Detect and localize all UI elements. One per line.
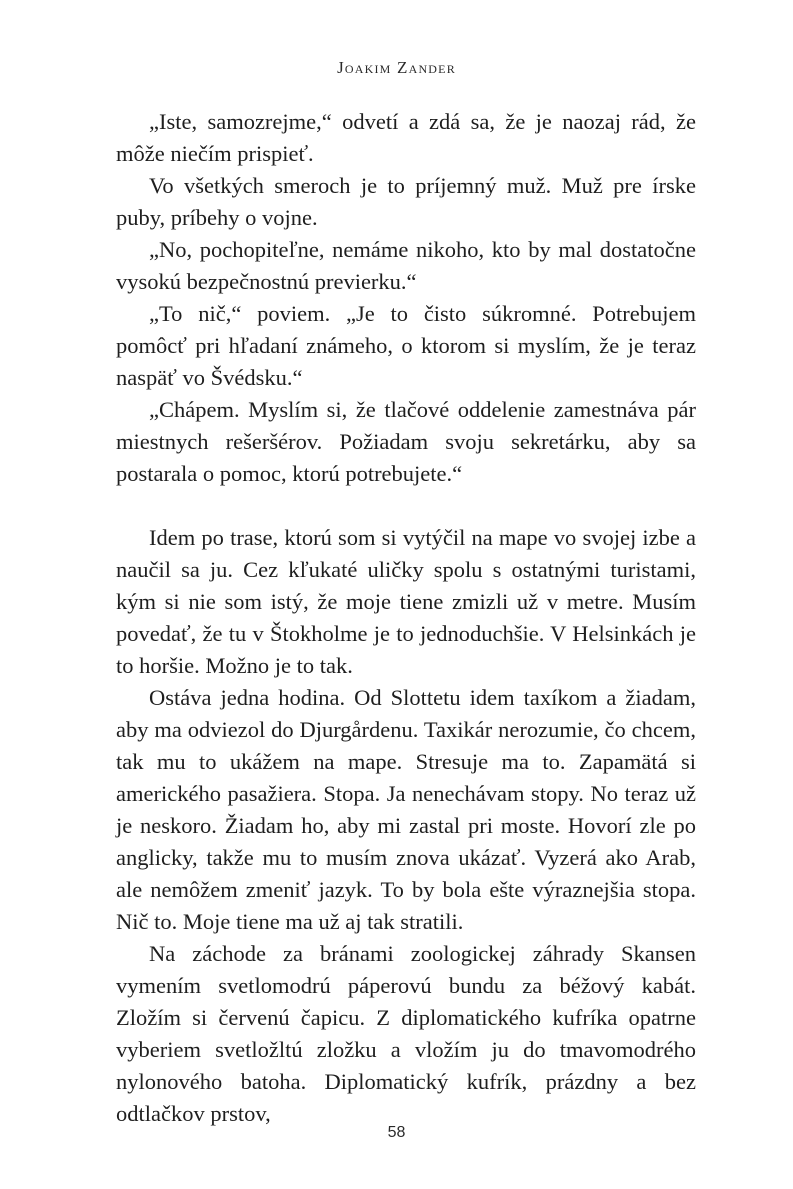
- body-text: [116, 106, 696, 1130]
- paragraph: „Iste, samozrejme,“ odvetí a zdá sa, že je naozaj rád, že môže niečím prispieť.: [116, 109, 696, 166]
- paragraph: „No, pochopiteľne, nemáme nikoho, kto by mal dostatočne vysokú bezpečnostnú previerku.“: [116, 237, 696, 294]
- running-head-author: Joakim Zander: [337, 58, 456, 77]
- page-number: 58: [387, 1124, 406, 1141]
- paragraph: Ostáva jedna hodina. Od Slottetu idem taxíkom a žiadam, aby ma odviezol do Djurgårdenu. Taxikár nerozumie, čo chcem, tak mu to ukážem na mape. Stresuje ma to. Zapamätá si amerického pasažiera. Stopa. Ja nenechávam stopy. No teraz už je neskoro. Žiadam ho, aby mi zastal pri moste. Hovorí zle po anglicky, takže mu to musím znova ukázať. Vyzerá ako Arab, ale nemôžem zmeniť jazyk. To by bola ešte výraznejšia stopa. Nič to. Moje tiene ma už aj tak stratili.: [116, 685, 696, 934]
- paragraph: „To nič,“ poviem. „Je to čisto súkromné. Potrebujem pomôcť pri hľadaní známeho, o ktorom si myslím, že je teraz naspäť vo Švédsku.“: [116, 301, 696, 390]
- paragraph: Idem po trase, ktorú som si vytýčil na mape vo svojej izbe a naučil sa ju. Cez kľukaté uličky spolu s ostatnými turistami, kým si nie som istý, že moje tiene zmizli už v metre. Musím povedať, že tu v Štokholme je to jednoduchšie. V Helsinkách je to horšie. Možno je to tak.: [116, 525, 696, 678]
- paragraph: Na záchode za bránami zoologickej záhrady Skansen vymením svetlomodrú páperovú bundu za béžový kabát. Zložím si červenú čapicu. Z diplomatického kufríka opatrne vyberiem svetložltú zložku a vložím ju do tmavomodrého nylonového batoha. Diplomatický kufrík, prázdny a bez odtlačkov prstov,: [116, 941, 696, 1126]
- paragraph: Vo všetkých smeroch je to príjemný muž. Muž pre írske puby, príbehy o vojne.: [116, 173, 696, 230]
- paragraph: „Chápem. Myslím si, že tlačové oddelenie zamestnáva pár miestnych rešeršérov. Požiadam svoju sekretárku, aby sa postarala o pomoc, ktorú potrebujete.“: [116, 397, 696, 486]
